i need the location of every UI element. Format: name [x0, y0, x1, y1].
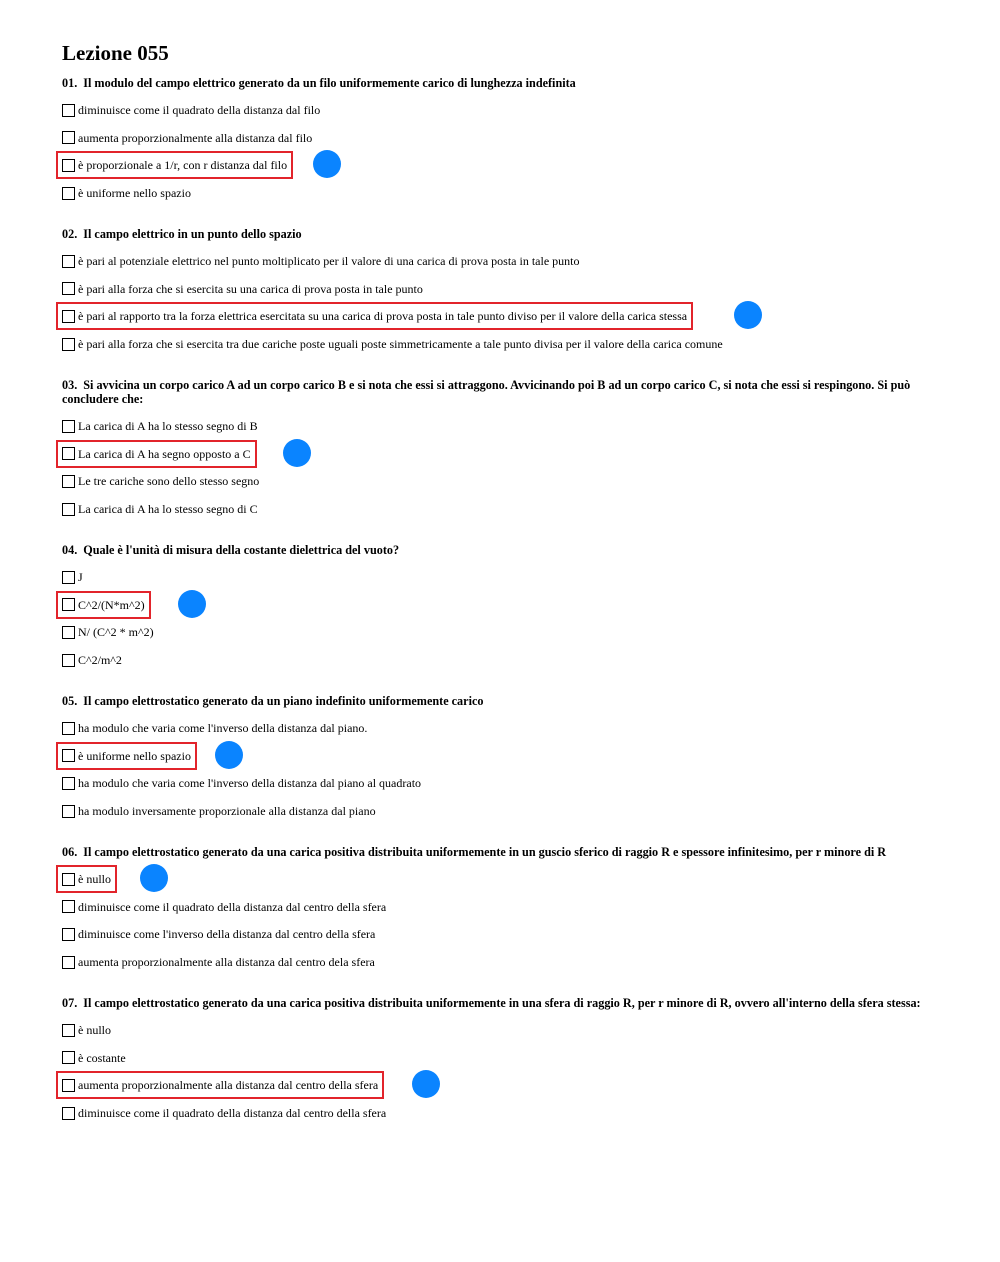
question-06 — [62, 845, 942, 982]
question-number: 04. — [62, 543, 78, 557]
option-label: è uniforme nello spazio — [78, 748, 191, 763]
question-text — [62, 378, 942, 406]
checkbox[interactable] — [62, 282, 75, 295]
option-1[interactable] — [62, 1022, 942, 1050]
option-label: è pari alla forza che si esercita tra due cariche poste uguali poste simmetricamente a tale punto divisa per il valore della carica comune — [78, 337, 723, 352]
question-number: 03. — [62, 378, 78, 392]
checkbox[interactable] — [62, 956, 75, 969]
option-label: è nullo — [78, 872, 111, 886]
option-label: diminuisce come il quadrato della distanza dal centro della sfera — [78, 1106, 387, 1121]
checkbox[interactable] — [62, 777, 75, 790]
checkbox[interactable] — [62, 255, 75, 268]
checkbox[interactable] — [62, 928, 75, 941]
question-05 — [62, 694, 942, 831]
option-label: C^2/(N*m^2) — [78, 597, 145, 612]
question-text — [62, 227, 942, 241]
option-4[interactable] — [62, 501, 942, 529]
options-list — [62, 253, 942, 364]
option-4[interactable] — [62, 185, 942, 213]
option-label: è pari alla forza che si esercita su una carica di prova posta in tale punto — [78, 281, 423, 296]
answer-marker-dot — [734, 301, 762, 329]
option-1[interactable] — [62, 102, 942, 130]
checkbox[interactable] — [62, 131, 75, 144]
option-label: La carica di A ha segno opposto a C — [78, 446, 251, 461]
question-body: Si avvicina un corpo carico A ad un corpo carico B e si nota che essi si attraggono. Avvicinando poi B ad un corpo carico C, si nota che essi si respingono. Si può concludere che: — [62, 378, 911, 406]
option-2[interactable] — [62, 281, 942, 309]
question-03 — [62, 378, 942, 529]
answer-marker-dot — [283, 439, 311, 467]
page-title: Lezione 055 — [62, 41, 169, 65]
option-label: aumenta proporzionalmente alla distanza dal filo — [78, 130, 313, 145]
option-4[interactable] — [62, 336, 942, 364]
checkbox[interactable] — [62, 104, 75, 117]
answer-marker-dot — [178, 590, 206, 618]
option-3-correct[interactable] — [62, 308, 942, 336]
option-3[interactable] — [62, 926, 942, 954]
option-label: è pari al rapporto tra la forza elettrica esercitata su una carica di prova posta in tale punto diviso per il valore della carica stessa — [78, 309, 688, 324]
option-2[interactable] — [62, 130, 942, 158]
question-07 — [62, 996, 942, 1133]
option-label: Le tre cariche sono dello stesso segno — [78, 474, 260, 489]
checkbox[interactable] — [62, 873, 75, 886]
option-3[interactable] — [62, 624, 942, 652]
answer-marker-dot — [313, 150, 341, 178]
question-text — [62, 845, 942, 859]
question-02 — [62, 227, 942, 364]
checkbox[interactable] — [62, 310, 75, 323]
question-text — [62, 694, 942, 708]
option-label: ha modulo che varia come l'inverso della distanza dal piano al quadrato — [78, 776, 422, 791]
answer-marker-dot — [140, 864, 168, 892]
option-label: La carica di A ha lo stesso segno di B — [78, 419, 258, 433]
checkbox[interactable] — [62, 475, 75, 488]
option-4[interactable] — [62, 954, 942, 982]
option-3-correct[interactable] — [62, 1077, 942, 1105]
question-body: Il campo elettrostatico generato da una carica positiva distribuita uniformemente in un guscio sferico di raggio R e spessore infinitesimo, per r minore di R — [83, 845, 887, 859]
checkbox[interactable] — [62, 420, 75, 433]
question-01 — [62, 76, 942, 213]
checkbox[interactable] — [62, 571, 75, 584]
question-text — [62, 76, 942, 90]
options-list — [62, 871, 942, 982]
answer-marker-dot — [215, 741, 243, 769]
option-4[interactable] — [62, 1105, 942, 1133]
checkbox[interactable] — [62, 722, 75, 735]
options-list — [62, 418, 942, 529]
option-label: è costante — [78, 1050, 126, 1065]
option-label: ha modulo che varia come l'inverso della distanza dal piano. — [78, 721, 368, 735]
options-list — [62, 569, 942, 680]
option-label: diminuisce come l'inverso della distanza dal centro della sfera — [78, 927, 376, 942]
option-2-correct[interactable] — [62, 748, 942, 776]
question-body: Il modulo del campo elettrico generato da un filo uniformemente carico di lunghezza indefinita — [83, 76, 576, 90]
option-label: C^2/m^2 — [78, 653, 122, 668]
question-body: Il campo elettrostatico generato da un piano indefinito uniformemente carico — [83, 694, 484, 708]
checkbox[interactable] — [62, 805, 75, 818]
question-04 — [62, 543, 942, 680]
option-4[interactable] — [62, 652, 942, 680]
option-4[interactable] — [62, 803, 942, 831]
option-1[interactable] — [62, 253, 942, 281]
option-label: diminuisce come il quadrato della distanza dal centro della sfera — [78, 899, 387, 914]
option-label: è nullo — [78, 1023, 111, 1037]
question-body: Quale è l'unità di misura della costante dielettrica del vuoto? — [83, 543, 400, 557]
options-list — [62, 102, 942, 213]
answer-marker-dot — [412, 1070, 440, 1098]
checkbox[interactable] — [62, 654, 75, 667]
checkbox[interactable] — [62, 338, 75, 351]
checkbox[interactable] — [62, 749, 75, 762]
options-list — [62, 720, 942, 831]
option-3[interactable] — [62, 473, 942, 501]
option-2[interactable] — [62, 899, 942, 927]
option-2-correct[interactable] — [62, 597, 942, 625]
option-label: è uniforme nello spazio — [78, 186, 191, 201]
option-3[interactable] — [62, 775, 942, 803]
checkbox[interactable] — [62, 1024, 75, 1037]
option-1[interactable] — [62, 418, 942, 446]
option-label: J — [78, 570, 83, 584]
question-number: 06. — [62, 845, 78, 859]
question-number: 07. — [62, 996, 78, 1010]
option-3-correct[interactable] — [62, 157, 942, 185]
options-list — [62, 1022, 942, 1133]
question-number: 05. — [62, 694, 78, 708]
checkbox[interactable] — [62, 503, 75, 516]
question-text — [62, 543, 942, 557]
question-number: 01. — [62, 76, 78, 90]
checkbox[interactable] — [62, 159, 75, 172]
checkbox[interactable] — [62, 598, 75, 611]
option-label: aumenta proporzionalmente alla distanza dal centro della sfera — [78, 1078, 379, 1093]
question-body: Il campo elettrostatico generato da una carica positiva distribuita uniformemente in una sfera di raggio R, per r minore di R, ovvero all'interno della sfera stessa: — [83, 996, 921, 1010]
checkbox[interactable] — [62, 1051, 75, 1064]
option-label: N/ (C^2 * m^2) — [78, 625, 154, 640]
option-label: aumenta proporzionalmente alla distanza dal centro dela sfera — [78, 955, 375, 970]
checkbox[interactable] — [62, 1079, 75, 1092]
question-body: Il campo elettrico in un punto dello spazio — [83, 227, 302, 241]
checkbox[interactable] — [62, 626, 75, 639]
option-1[interactable] — [62, 720, 942, 748]
option-label: La carica di A ha lo stesso segno di C — [78, 502, 258, 517]
option-label: ha modulo inversamente proporzionale alla distanza dal piano — [78, 804, 376, 819]
option-1-correct[interactable] — [62, 871, 942, 899]
option-label: è proporzionale a 1/r, con r distanza dal filo — [78, 158, 288, 173]
checkbox[interactable] — [62, 187, 75, 200]
option-2[interactable] — [62, 1050, 942, 1078]
question-number: 02. — [62, 227, 78, 241]
option-label: è pari al potenziale elettrico nel punto moltiplicato per il valore di una carica di prova posta in tale punto — [78, 254, 580, 268]
option-label: diminuisce come il quadrato della distanza dal filo — [78, 103, 321, 117]
checkbox[interactable] — [62, 447, 75, 460]
option-2-correct[interactable] — [62, 446, 942, 474]
checkbox[interactable] — [62, 900, 75, 913]
question-text — [62, 996, 942, 1010]
checkbox[interactable] — [62, 1107, 75, 1120]
